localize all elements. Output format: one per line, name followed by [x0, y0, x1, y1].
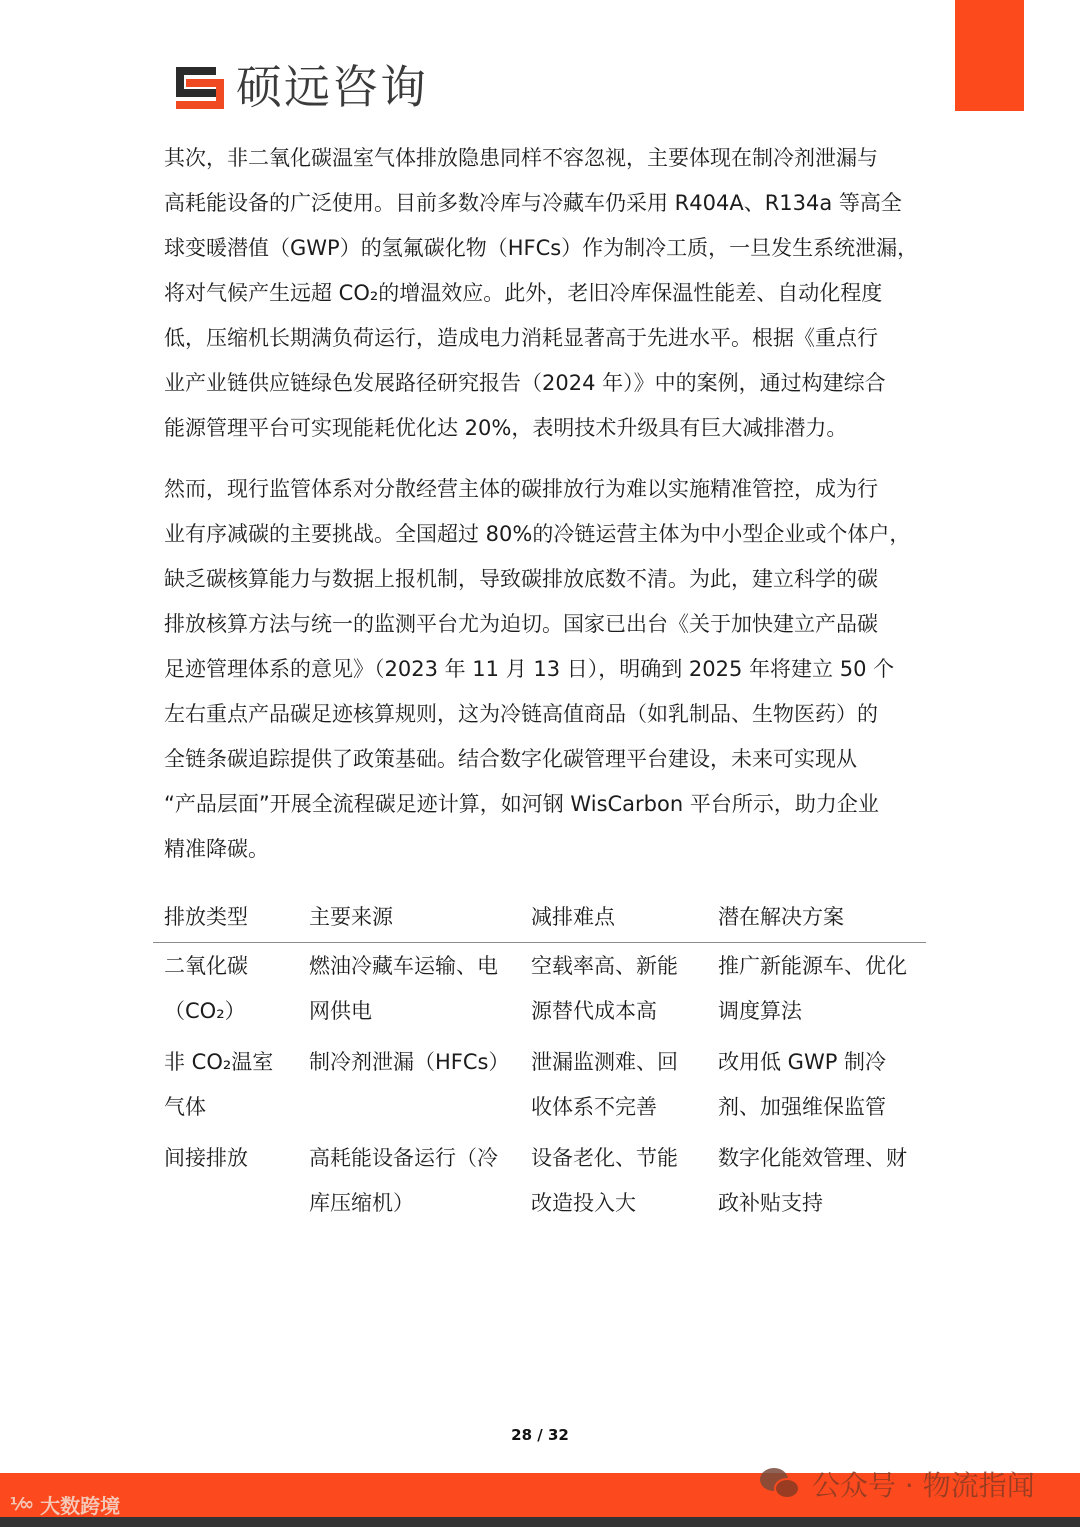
text-line: 其次，非二氧化碳温室气体排放隐患同样不容忽视，主要体现在制冷剂泄漏与	[164, 146, 878, 170]
cell-line: （CO₂）	[164, 999, 246, 1023]
text-line: 足迹管理体系的意见》（2023 年 11 月 13 日），明确到 2025 年将建立 50 个	[164, 657, 895, 681]
cell-line: 制冷剂泄漏（HFCs）	[309, 1050, 510, 1074]
corner-accent-block	[955, 0, 1024, 111]
text-line: 业产业链供应链绿色发展路径研究报告（2024 年）》中的案例，通过构建综合	[164, 371, 886, 395]
header-main-source: 主要来源	[309, 904, 393, 929]
cell-line: 调度算法	[718, 999, 802, 1023]
cell-line: 气体	[164, 1095, 206, 1119]
cell-line: 设备老化、节能	[531, 1146, 678, 1170]
paragraph-1	[164, 136, 934, 451]
cell-line: 泄漏监测难、回	[531, 1050, 678, 1074]
text-line: 低，压缩机长期满负荷运行，造成电力消耗显著高于先进水平。根据《重点行	[164, 326, 878, 350]
cell-line: 非 CO₂温室	[164, 1050, 274, 1074]
text-line: 能源管理平台可实现能耗优化达 20%，表明技术升级具有巨大减排潜力。	[164, 416, 848, 440]
cell-type	[153, 1136, 298, 1226]
brand-logo	[176, 62, 428, 112]
cell-difficulty	[520, 1136, 707, 1226]
brand-name: 硕远咨询	[236, 60, 428, 114]
table-row	[153, 1040, 926, 1130]
text-line: 然而，现行监管体系对分散经营主体的碳排放行为难以实施精准管控，成为行	[164, 477, 878, 501]
text-line: 全链条碳追踪提供了政策基础。结合数字化碳管理平台建设，未来可实现从	[164, 747, 857, 771]
text-line: 高耗能设备的广泛使用。目前多数冷库与冷藏车仍采用 R404A、R134a 等高全	[164, 191, 902, 215]
text-line: 业有序减碳的主要挑战。全国超过 80%的冷链运营主体为中小型企业或个体户，	[164, 522, 911, 546]
cell-line: 二氧化碳	[164, 954, 248, 978]
cell-line: 间接排放	[164, 1146, 248, 1170]
wechat-icon	[760, 1466, 802, 1502]
cell-line: 剂、加强维保监管	[718, 1095, 886, 1119]
cell-solution	[707, 944, 926, 1034]
cell-source	[298, 944, 520, 1034]
logo-mark-icon	[176, 65, 224, 109]
text-line: 缺乏碳核算能力与数据上报机制，导致碳排放底数不清。为此，建立科学的碳	[164, 567, 878, 591]
cell-solution	[707, 1136, 926, 1226]
header-emission-type: 排放类型	[164, 904, 248, 929]
cell-solution	[707, 1040, 926, 1130]
right-watermark	[760, 1464, 1035, 1504]
table-row	[153, 944, 926, 1034]
footer-dark-strip	[0, 1517, 1080, 1527]
text-line: 排放核算方法与统一的监测平台尤为迫切。国家已出台《关于加快建立产品碳	[164, 612, 878, 636]
cell-line: 推广新能源车、优化	[718, 954, 907, 978]
cell-source	[298, 1136, 520, 1226]
cell-line: 空载率高、新能	[531, 954, 678, 978]
paragraph-2	[164, 467, 934, 872]
cell-line: 网供电	[309, 999, 372, 1023]
table-row	[153, 1136, 926, 1226]
cell-difficulty	[520, 944, 707, 1034]
text-line: 球变暖潜值（GWP）的氢氟碳化物（HFCs）作为制冷工质，一旦发生系统泄漏，	[164, 236, 919, 260]
cell-type	[153, 1040, 298, 1130]
cell-type	[153, 944, 298, 1034]
cell-line: 高耗能设备运行（冷	[309, 1146, 498, 1170]
cell-line: 政补贴支持	[718, 1191, 823, 1215]
cell-source	[298, 1040, 520, 1130]
cell-line: 改造投入大	[531, 1191, 636, 1215]
table-header-row	[153, 892, 926, 943]
left-watermark	[10, 1490, 120, 1519]
cell-line: 收体系不完善	[531, 1095, 657, 1119]
right-watermark-text: 公众号 · 物流指闻	[812, 1469, 1035, 1502]
text-line: 将对气候产生远超 CO₂的增温效应。此外，老旧冷库保温性能差、自动化程度	[164, 281, 883, 305]
header-difficulty: 减排难点	[531, 904, 615, 929]
text-line: 左右重点产品碳足迹核算规则，这为冷链高值商品（如乳制品、生物医药）的	[164, 702, 878, 726]
text-line: 精准降碳。	[164, 837, 269, 861]
cell-line: 改用低 GWP 制冷	[718, 1050, 887, 1074]
emissions-table	[153, 892, 926, 1226]
text-line: “产品层面”开展全流程碳足迹计算，如河钢 WisCarbon 平台所示，助力企业	[164, 792, 879, 816]
cell-line: 库压缩机）	[309, 1191, 414, 1215]
cell-line: 源替代成本高	[531, 999, 657, 1023]
header-solution: 潜在解决方案	[718, 904, 844, 929]
left-watermark-text: 大数跨境	[40, 1494, 121, 1518]
cell-line: 数字化能效管理、财	[718, 1146, 907, 1170]
page-number: 28 / 32	[511, 1426, 569, 1444]
cell-line: 燃油冷藏车运输、电	[309, 954, 498, 978]
cell-difficulty	[520, 1040, 707, 1130]
watermark-logo-icon: ⅟∞	[10, 1494, 33, 1515]
